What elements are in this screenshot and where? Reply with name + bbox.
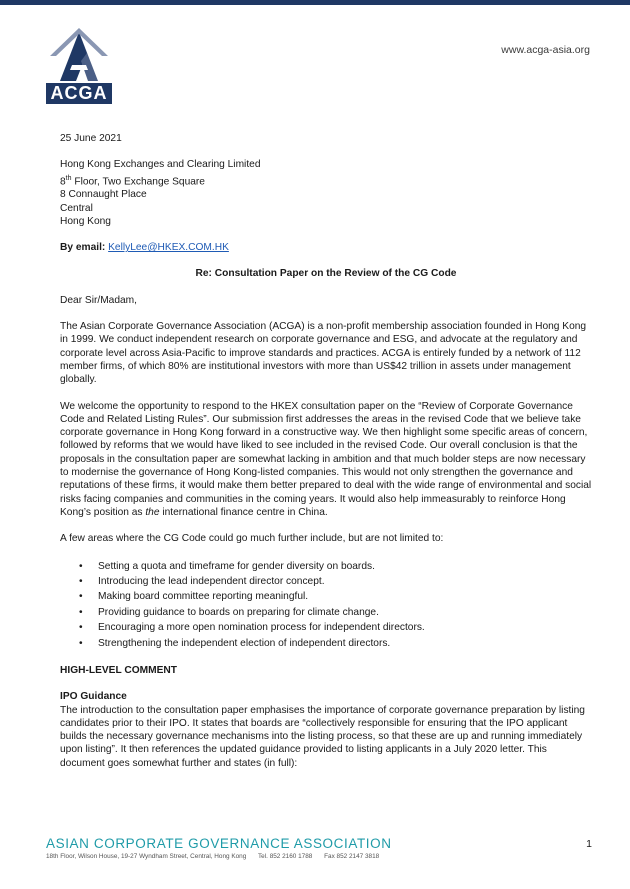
- website-url[interactable]: www.acga-asia.org: [501, 44, 590, 56]
- salutation: Dear Sir/Madam,: [60, 294, 137, 306]
- letter-body: [60, 132, 592, 770]
- footer-contact: [46, 853, 389, 860]
- recipient-line: Hong Kong Exchanges and Clearing Limited: [60, 159, 261, 171]
- recipient-address: [60, 158, 592, 228]
- paragraph-ipo: The introduction to the consultation paper emphasises the importance of corporate governance preparation by listing candidates prior to their IPO. It states that boards are “collectively responsible for ensuring that the IPO applicant builds the necessary governance mechanisms into the listing process, so that these are up and running immediately upon listing”. It then references the updated guidance provided to listing applicants in a July 2020 letter. This document goes somewhat further and states (in full):: [60, 704, 585, 769]
- paragraph-welcome: We welcome the opportunity to respond to the HKEX consultation paper on the “Review of Corporate Governance Code and Related Listing Rules”. Our submission first addresses the areas in the revised Code that we believe take corporate governance in Hong Kong forward in a constructive way. We then highlight some specific areas of concern, followed by reforms that we would have liked to see included in the revised Code. Our overall conclusion is that the proposals in the consultation paper are somewhat lacking in ambition and that much bolder steps are now necessary to modernise the governance of Hong Kong-listed companies. This would not only strengthen the governance and reputations of these firms, it would make them better prepared to deal with the wide range of environmental and social risks facing companies and communities in the coming years. It would also help immeasurably to reinforce Hong Kong’s position as the international finance centre in China.: [60, 400, 592, 518]
- recipient-line: Central: [60, 202, 93, 214]
- acga-logo: [46, 26, 112, 104]
- email-link[interactable]: KellyLee@HKEX.COM.HK: [108, 242, 229, 254]
- recipient-line: 8th Floor, Two Exchange Square: [60, 174, 205, 187]
- by-email-label: By email:: [60, 242, 106, 254]
- list-item: • Setting a quota and timeframe for gender diversity on boards.: [60, 559, 592, 574]
- footer-address: 18th Floor, Wilson House, 19-27 Wyndham Street, Central, Hong Kong: [46, 853, 247, 860]
- email-line: [60, 241, 592, 254]
- paragraph-intro: The Asian Corporate Governance Association (ACGA) is a non-profit membership association founded in Hong Kong in 1999. We conduct independent research on corporate governance and ESG, and advocate at the regulatory and corporate level across Asia-Pacific to improve standards and practices. ACGA is entirely funded by a network of 112 member firms, of which 80% are institutional investors with more than US$42 trillion in assets under management globally.: [60, 321, 587, 386]
- top-border: [0, 0, 630, 5]
- paragraph-list-intro: A few areas where the CG Code could go much further include, but are not limited to:: [60, 533, 444, 545]
- footer-tel: Tel. 852 2160 1788: [257, 853, 313, 860]
- list-item: • Strengthening the independent election of independent directors.: [60, 636, 592, 651]
- footer-org-name: ASIAN CORPORATE GOVERNANCE ASSOCIATION: [46, 836, 392, 851]
- logo-mark-icon: [46, 26, 112, 84]
- section-heading: HIGH-LEVEL COMMENT: [60, 664, 177, 676]
- sub-heading: IPO Guidance: [60, 691, 127, 703]
- list-item: • Introducing the lead independent director concept.: [60, 574, 592, 589]
- page-number: 1: [586, 838, 592, 850]
- recipient-line: Hong Kong: [60, 215, 111, 227]
- reform-bullet-list: [60, 559, 592, 651]
- logo-text: ACGA: [46, 83, 112, 104]
- letter-date: 25 June 2021: [60, 133, 122, 144]
- list-item: • Making board committee reporting meaningful.: [60, 589, 592, 604]
- recipient-line: 8 Connaught Place: [60, 189, 147, 201]
- subject-line: Re: Consultation Paper on the Review of the CG Code: [195, 268, 457, 280]
- list-item: • Providing guidance to boards on preparing for climate change.: [60, 605, 592, 620]
- list-item: • Encouraging a more open nomination process for independent directors.: [60, 620, 592, 635]
- footer-fax: Fax 852 2147 3818: [324, 853, 380, 860]
